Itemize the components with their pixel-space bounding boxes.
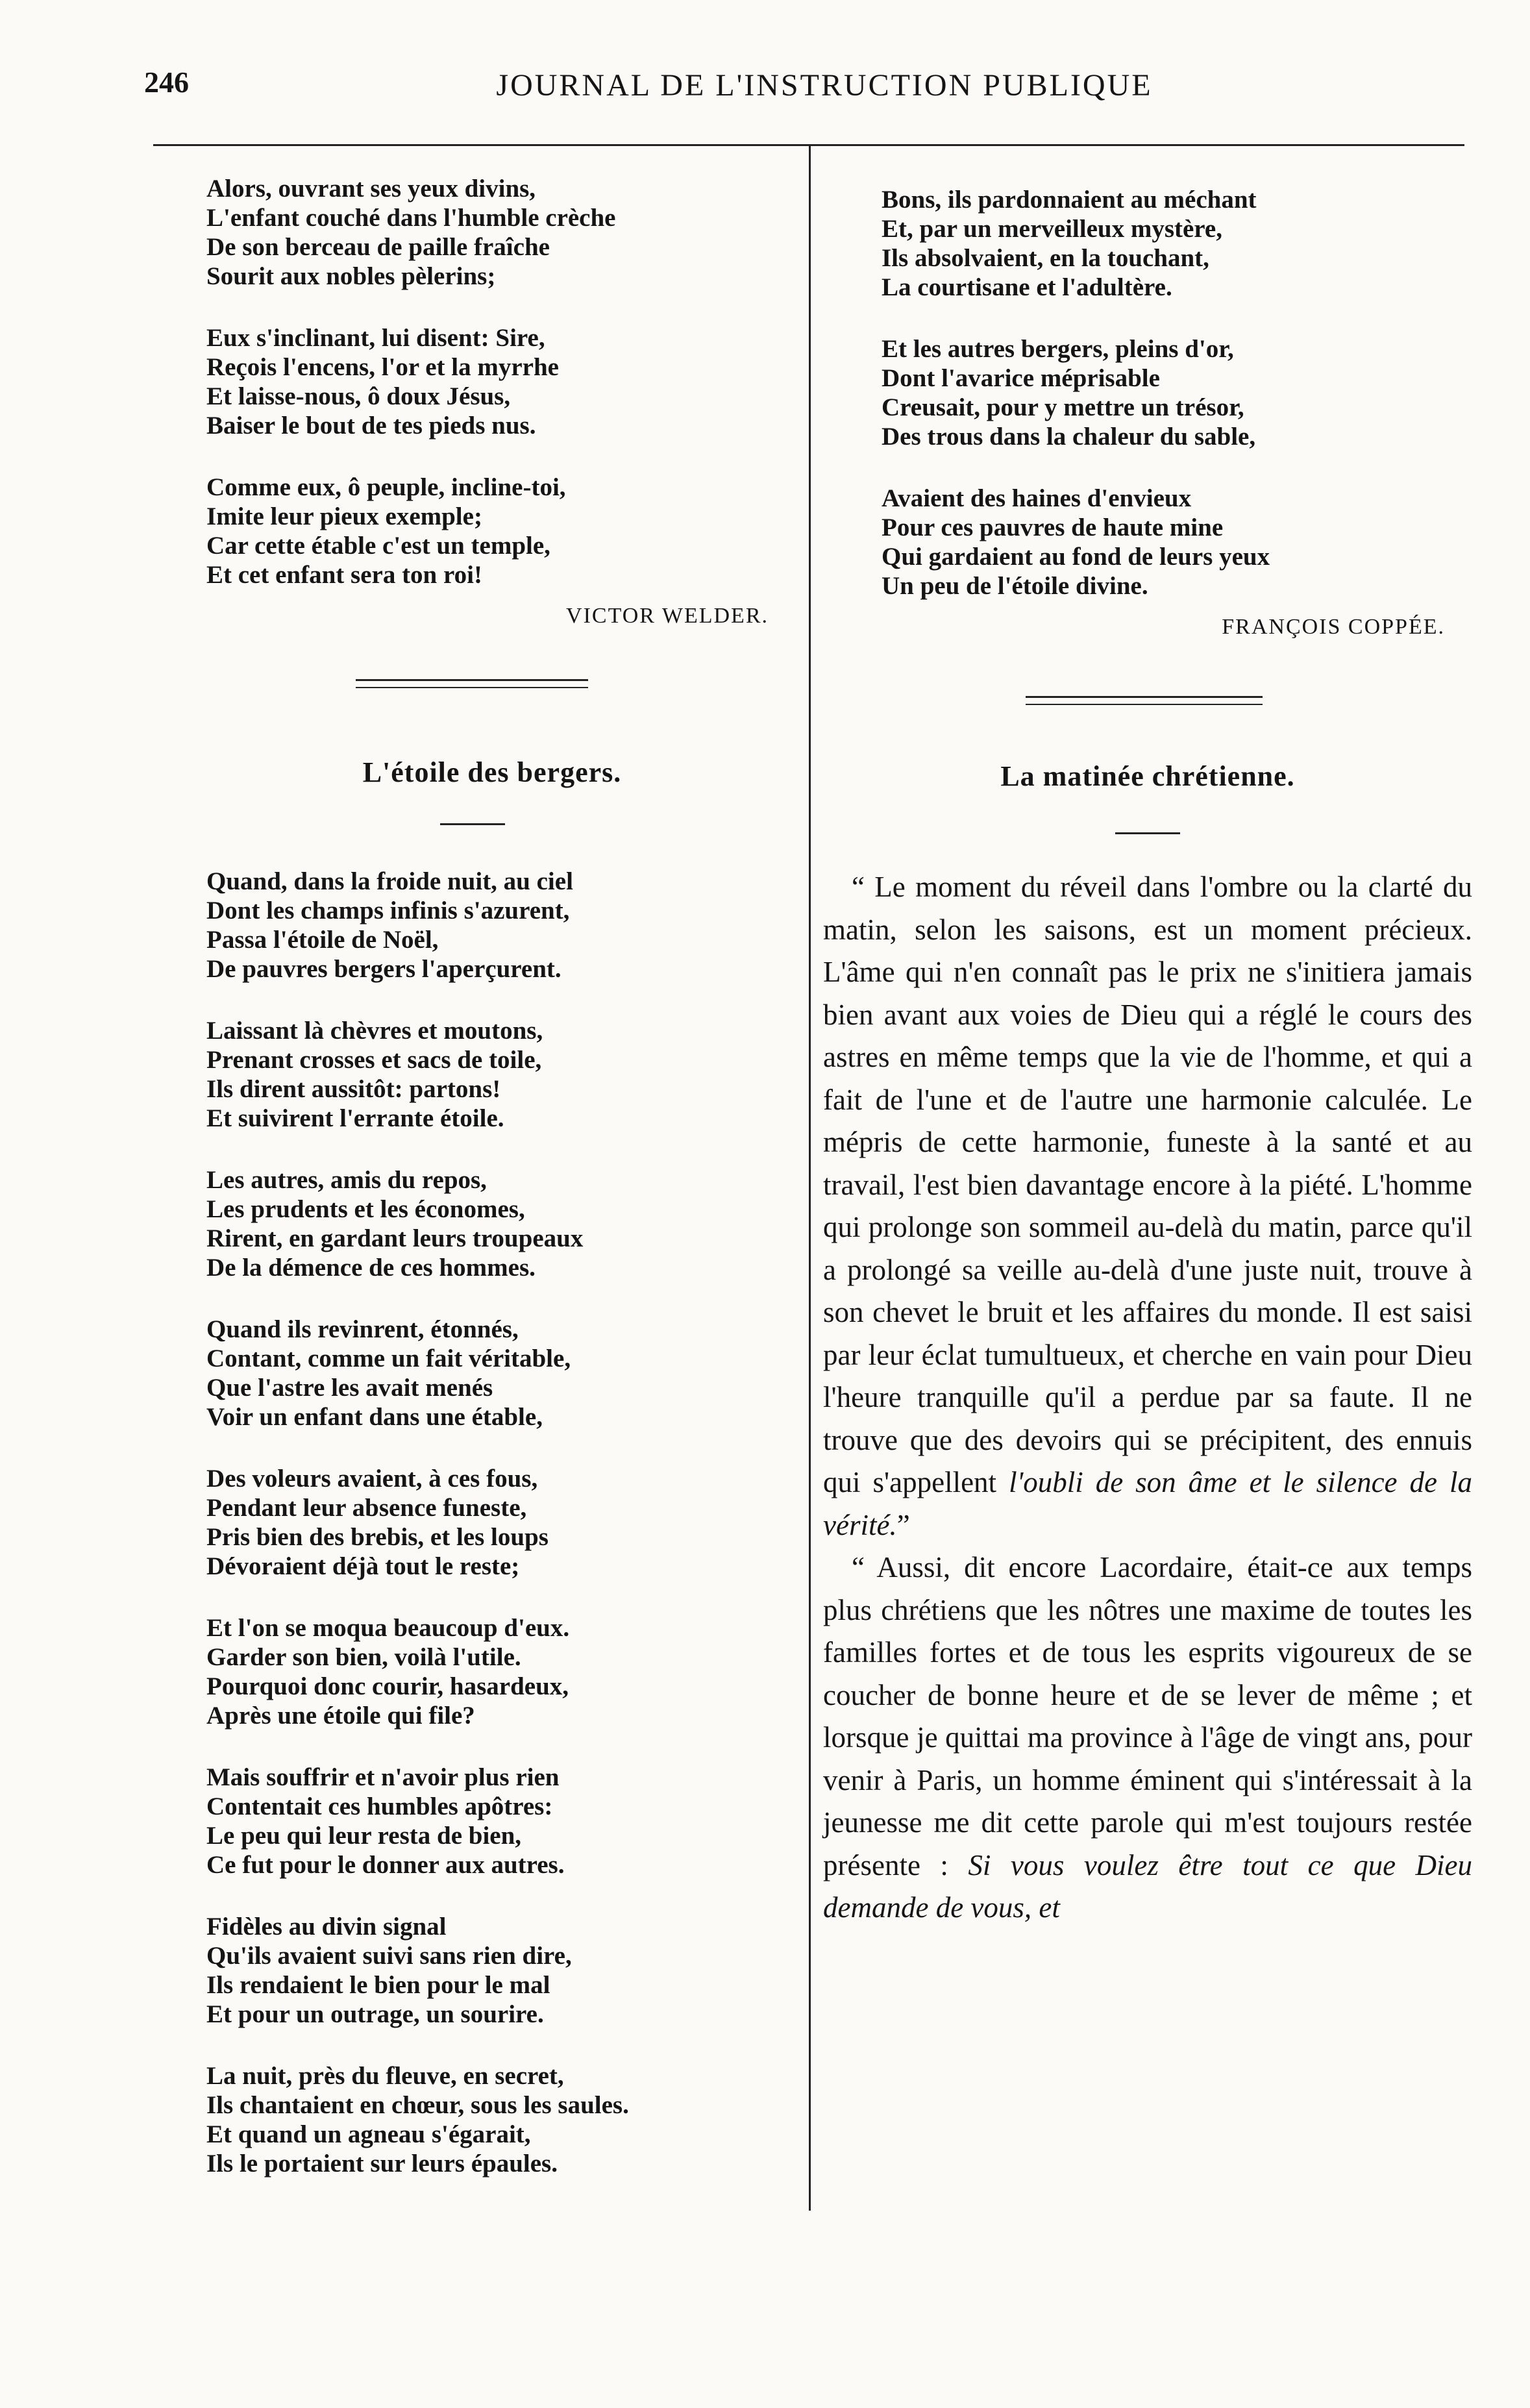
article-title: La matinée chrétienne. (1000, 760, 1295, 792)
poem-stanza (882, 185, 1453, 302)
verse-line: Car cette étable c'est un temple, (206, 532, 550, 560)
running-title: JOURNAL DE L'INSTRUCTION PUBLIQUE (496, 68, 1153, 103)
poem-2-title: L'étoile des bergers. (362, 756, 622, 788)
verse-line: Passa l'étoile de Noël, (206, 926, 439, 954)
poem-2-stanza (206, 867, 778, 984)
verse-line: Creusait, pour y mettre un trésor, (882, 393, 1244, 421)
verse-line: De la démence de ces hommes. (206, 1254, 536, 1282)
verse-line: La nuit, près du fleuve, en secret, (206, 2062, 564, 2090)
verse-line: Reçois l'encens, l'or et la myrrhe (206, 353, 559, 381)
verse-line: Laissant là chèvres et moutons, (206, 1017, 543, 1045)
paragraph: “ Aussi, dit encore Lacordaire, était-ce aux temps plus chrétiens que les nôtres une maxime de toutes les familles fortes et de tous les esprits vigoureux de se coucher de bonne heure et de se lever de même ; et lorsque je quittai ma province à l'âge de vingt ans, pour venir à Paris, un homme éminent qui s'intéressait à la jeunesse me dit cette parole qui m'est toujours restée présente : Si vous voulez être tout ce que Dieu demande de vous, et (823, 1551, 1473, 1924)
verse-line: Que l'astre les avait menés (206, 1374, 493, 1402)
section-separator (1026, 696, 1263, 705)
article-body (823, 866, 1472, 1930)
verse-line: Ils rendaient le bien pour le mal (206, 1971, 550, 1999)
verse-line: La courtisane et l'adultère. (882, 273, 1172, 301)
poem-2-stanza (206, 1315, 778, 1432)
poem-2-stanza (206, 1763, 778, 1880)
verse-line: Prenant crosses et sacs de toile, (206, 1046, 542, 1074)
verse-line: Baiser le bout de tes pieds nus. (206, 412, 536, 440)
verse-line: Les prudents et les économes, (206, 1195, 525, 1223)
poem-stanza (882, 484, 1453, 601)
poem-2-stanza (206, 1464, 778, 1581)
verse-line: Le peu qui leur resta de bien, (206, 1822, 522, 1850)
verse-line: Et laisse-nous, ô doux Jésus, (206, 382, 511, 410)
verse-line: Et les autres bergers, pleins d'or, (882, 335, 1234, 363)
verse-line: Dévoraient déjà tout le reste; (206, 1552, 520, 1580)
verse-line: L'enfant couché dans l'humble crèche (206, 204, 616, 232)
poem-1-author: VICTOR WELDER. (566, 604, 769, 628)
poem-1 (206, 174, 778, 628)
poem-1-stanza (206, 473, 778, 590)
poem-1-stanza (206, 174, 778, 291)
verse-line: Ils absolvaient, en la touchant, (882, 244, 1209, 272)
title-underline (440, 823, 505, 825)
verse-line: Quand ils revinrent, étonnés, (206, 1315, 519, 1343)
poem-2 (206, 867, 778, 2211)
verse-line: Dont les champs infinis s'azurent, (206, 897, 570, 925)
verse-line: Eux s'inclinant, lui disent: Sire, (206, 324, 545, 352)
verse-line: Pris bien des brebis, et les loups (206, 1523, 549, 1551)
poem-1-stanza (206, 323, 778, 440)
verse-line: De son berceau de paille fraîche (206, 233, 550, 261)
poem-2-stanza (206, 1165, 778, 1282)
verse-line: Pendant leur absence funeste, (206, 1494, 527, 1522)
verse-line: Et l'on se moqua beaucoup d'eux. (206, 1614, 570, 1642)
verse-line: Fidèles au divin signal (206, 1913, 447, 1941)
verse-line: Voir un enfant dans une étable, (206, 1403, 543, 1431)
verse-line: De pauvres bergers l'aperçurent. (206, 955, 561, 983)
verse-line: Et pour un outrage, un sourire. (206, 2000, 544, 2028)
verse-line: Sourit aux nobles pèlerins; (206, 262, 496, 290)
verse-line: Et cet enfant sera ton roi! (206, 561, 482, 589)
verse-line: Quand, dans la froide nuit, au ciel (206, 867, 573, 895)
italic-quote: l'oubli de son âme et le silence de la vérité. (823, 1466, 1473, 1541)
page-number: 246 (144, 66, 189, 99)
poem-2-stanza (206, 1912, 778, 2029)
verse-line: Comme eux, ô peuple, incline-toi, (206, 473, 566, 501)
poem-2-stanza (206, 1613, 778, 1730)
poem-continued (882, 185, 1453, 639)
verse-line: Rirent, en gardant leurs troupeaux (206, 1224, 584, 1252)
verse-line: Des voleurs avaient, à ces fous, (206, 1465, 538, 1493)
verse-line: Qu'ils avaient suivi sans rien dire, (206, 1942, 572, 1970)
title-underline (1115, 832, 1180, 834)
poem-author: FRANÇOIS COPPÉE. (1222, 615, 1445, 639)
verse-line: Bons, ils pardonnaient au méchant (882, 186, 1257, 214)
italic-quote: Si vous voulez être tout ce que Dieu demande de vous, et (823, 1848, 1473, 1924)
verse-line: Qui gardaient au fond de leurs yeux (882, 543, 1270, 571)
poem-2-stanza (206, 2061, 778, 2178)
verse-line: Les autres, amis du repos, (206, 1166, 487, 1194)
verse-line: Contentait ces humbles apôtres: (206, 1793, 553, 1820)
verse-line: Alors, ouvrant ses yeux divins, (206, 175, 536, 203)
verse-line: Et, par un merveilleux mystère, (882, 215, 1222, 243)
verse-line: Ils le portaient sur leurs épaules. (206, 2150, 558, 2178)
verse-line: Mais souffrir et n'avoir plus rien (206, 1763, 560, 1791)
poem-2-stanza (206, 1016, 778, 1133)
verse-line: Garder son bien, voilà l'utile. (206, 1643, 521, 1671)
paragraph: “ Le moment du réveil dans l'ombre ou la clarté du matin, selon les saisons, est un moment précieux. L'âme qui n'en connaît pas le prix ne s'initiera jamais bien avant aux voies de Dieu qui a réglé le cours des astres en même temps que la vie de l'homme, et qui a fait de l'une et de l'autre une harmonie calculée. Le mépris de cette harmonie, funeste à la santé et au travail, l'est bien davantage encore à la piété. L'homme qui prolonge son sommeil au-delà du matin, parce qu'il a prolongé sa veille au-delà d'une juste nuit, trouve à son chevet le bruit et les affaires du monde. Il est saisi par leur éclat tumultueux, et cherche en vain pour Dieu l'heure tranquille qu'il a perdue par sa faute. Il ne trouve que des devoirs qui se précipitent, des ennuis qui s'appellent l'oubli de son âme et le silence de la vérité.” (823, 871, 1473, 1541)
verse-line: Des trous dans la chaleur du sable, (882, 423, 1256, 451)
verse-line: Pour ces pauvres de haute mine (882, 514, 1224, 541)
verse-line: Après une étoile qui file? (206, 1702, 475, 1730)
verse-line: Avaient des haines d'envieux (882, 484, 1192, 512)
verse-line: Et suivirent l'errante étoile. (206, 1104, 504, 1132)
section-separator (356, 679, 588, 688)
verse-line: Contant, comme un fait véritable, (206, 1345, 571, 1372)
verse-line: Pourquoi donc courir, hasardeux, (206, 1672, 569, 1700)
verse-line: Un peu de l'étoile divine. (882, 572, 1148, 600)
column-divider (809, 146, 811, 2211)
verse-line: Imite leur pieux exemple; (206, 503, 482, 530)
poem-stanza (882, 334, 1453, 451)
verse-line: Et quand un agneau s'égarait, (206, 2120, 531, 2148)
verse-line: Ce fut pour le donner aux autres. (206, 1851, 565, 1879)
verse-line: Ils chantaient en chœur, sous les saules. (206, 2091, 629, 2119)
verse-line: Dont l'avarice méprisable (882, 364, 1160, 392)
verse-line: Ils dirent aussitôt: partons! (206, 1075, 501, 1103)
